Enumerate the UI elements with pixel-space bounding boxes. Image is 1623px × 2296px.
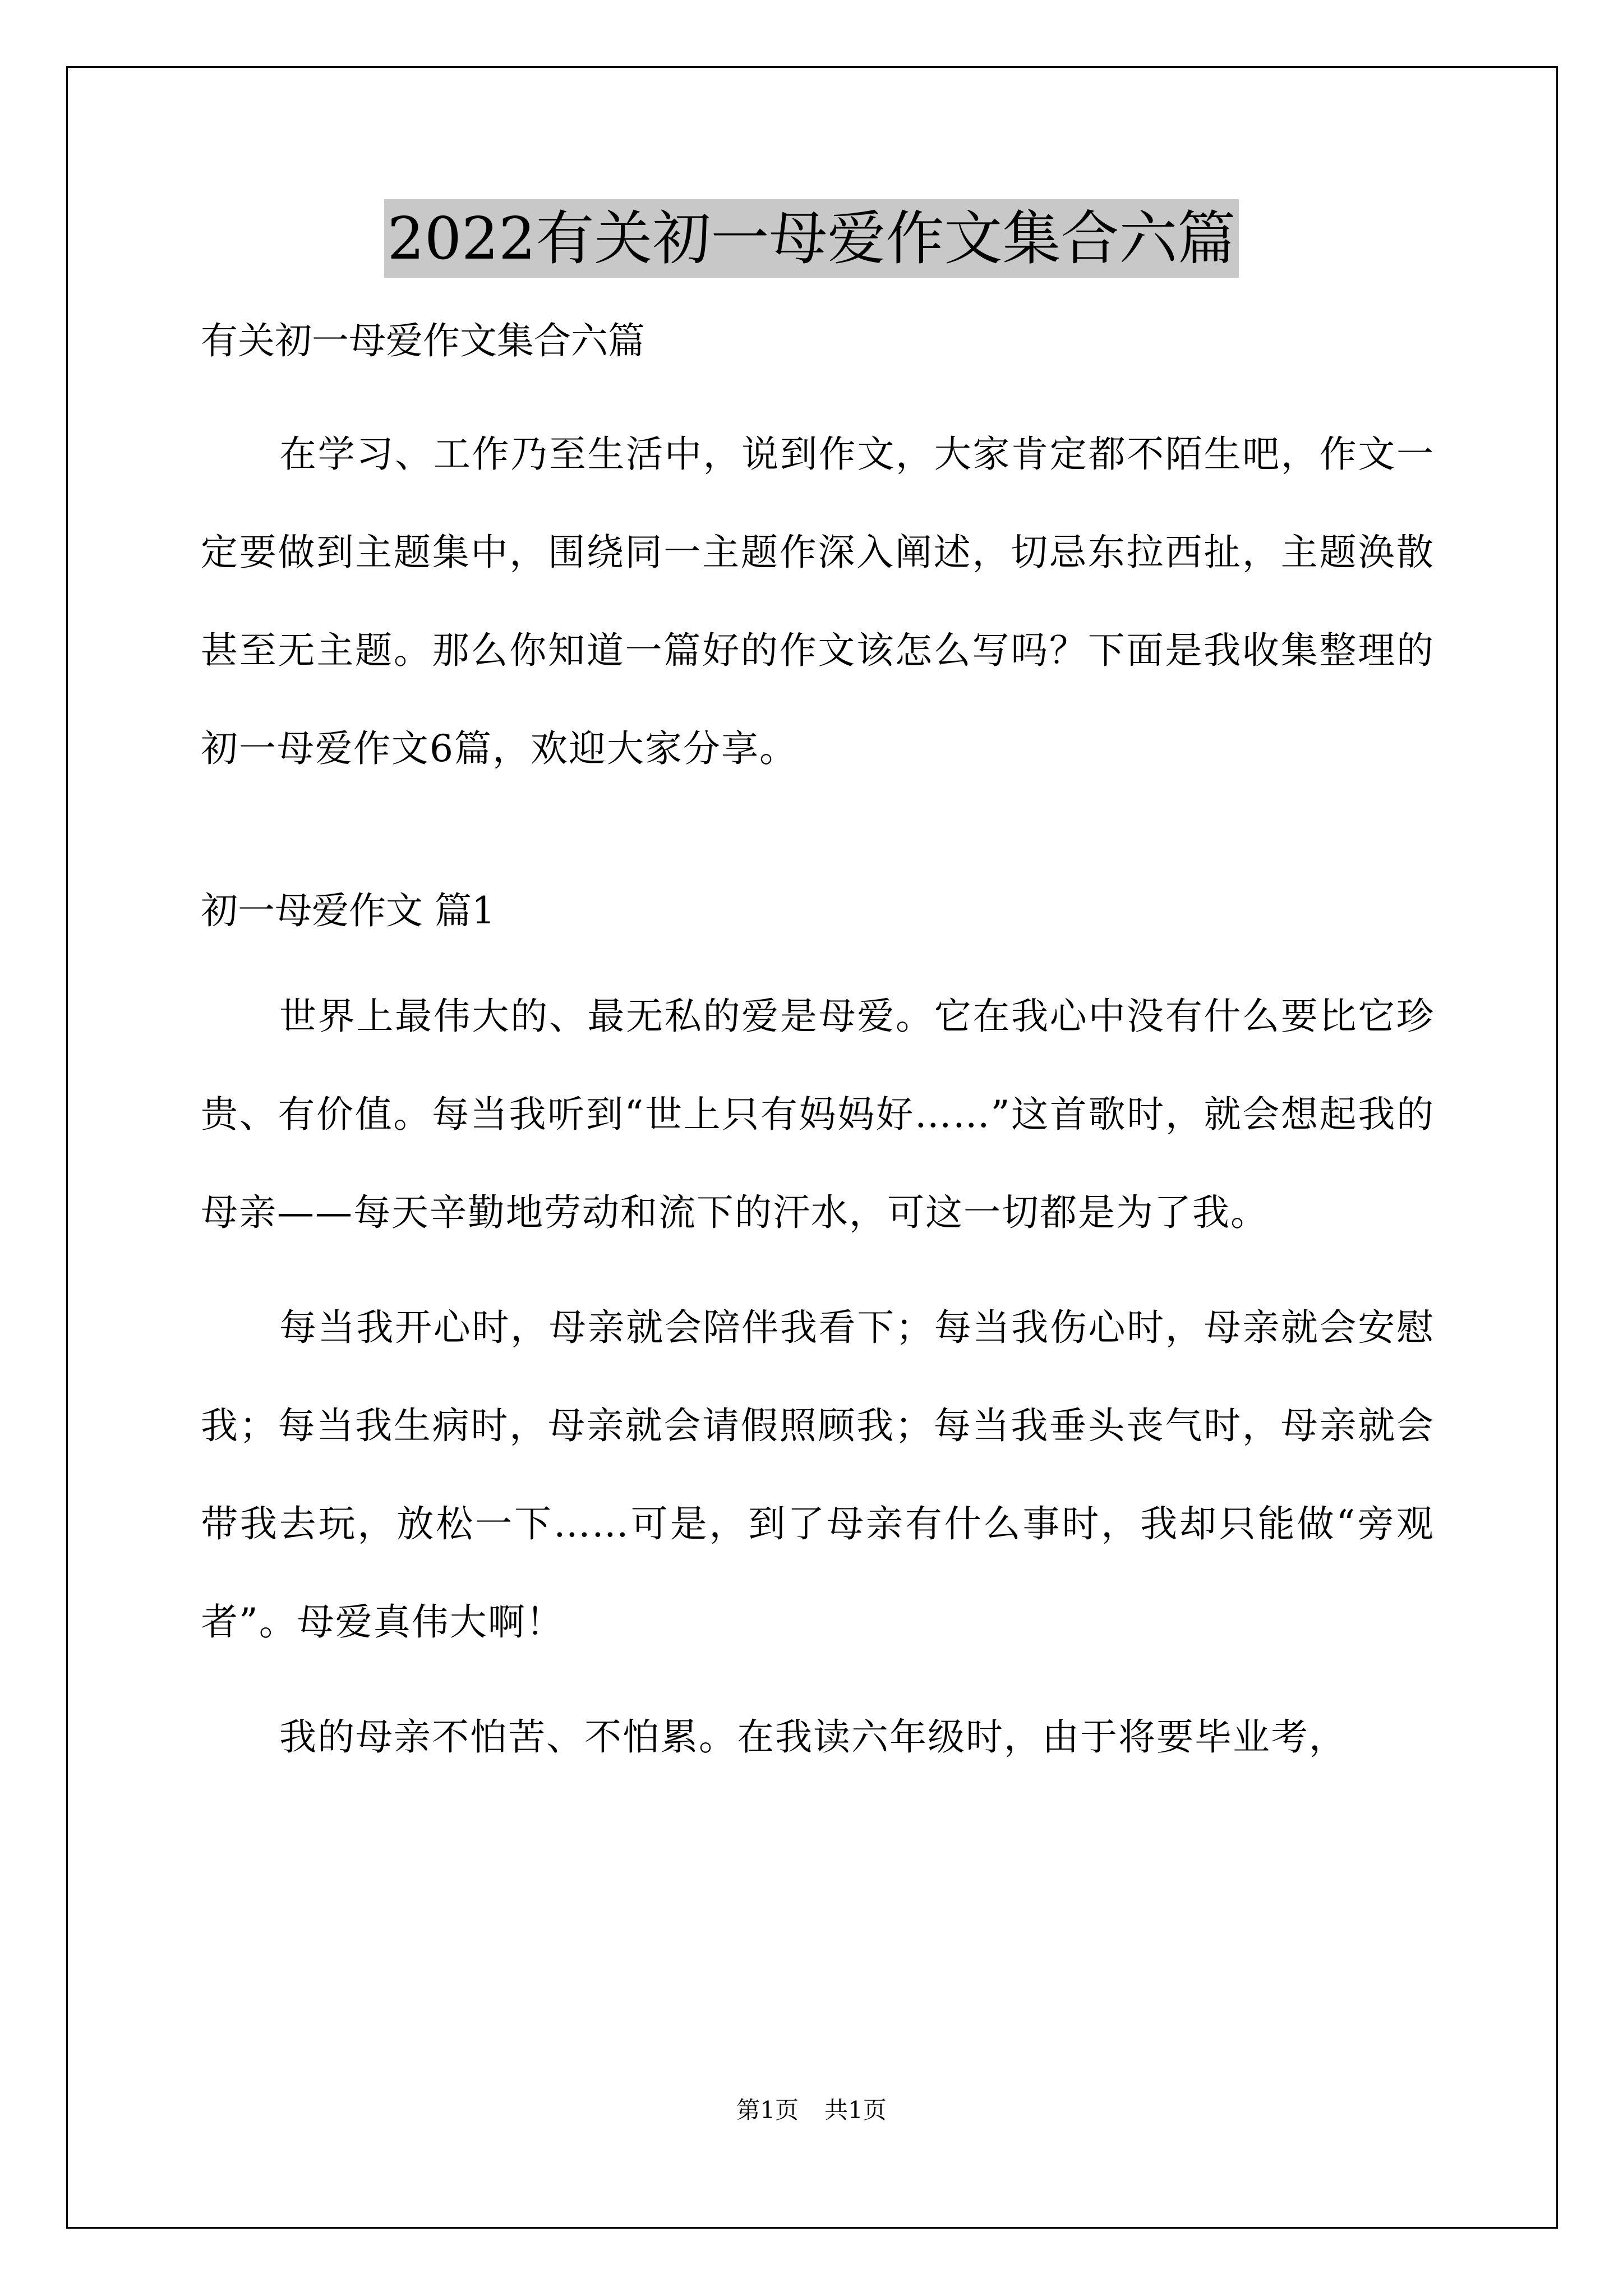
page-number: 第1页	[736, 2096, 799, 2124]
spacer	[201, 798, 1435, 877]
document-title: 2022有关初一母爱作文集合六篇	[384, 199, 1239, 278]
page-footer	[0, 2093, 1623, 2127]
body-paragraph: 每当我开心时，母亲就会陪伴我看下；每当我伤心时，母亲就会安慰我；每当我生病时，母亲就会请假照顾我；每当我垂头丧气时，母亲就会带我去玩，放松一下……可是，到了母亲有什么事时，我却只能做“旁观者”。母爱真伟大啊！	[201, 1306, 1435, 1644]
spacer	[201, 1262, 1435, 1278]
section-heading: 初一母爱作文 篇1	[201, 889, 495, 932]
body-paragraph: 世界上最伟大的、最无私的爱是母爱。它在我心中没有什么要比它珍贵、有价值。每当我听到“世上只有妈妈好……”这首歌时，就会想起我的母亲——每天辛勤地劳动和流下的汗水，可这一切都是为了我。	[201, 995, 1435, 1234]
document-subtitle: 有关初一母爱作文集合六篇	[201, 319, 645, 362]
title-container	[0, 199, 1623, 278]
spacer	[201, 1671, 1435, 1688]
document-body	[201, 307, 1435, 1786]
page-total: 共1页	[824, 2096, 887, 2124]
body-paragraph: 我的母亲不怕苦、不怕累。在我读六年级时，由于将要毕业考，	[279, 1715, 1347, 1759]
intro-paragraph: 在学习、工作乃至生活中，说到作文，大家肯定都不陌生吧，作文一定要做到主题集中，围绕同一主题作深入阐述，切忌东拉西扯，主题涣散甚至无主题。那么你知道一篇好的作文该怎么写吗？下面是我收集整理的初一母爱作文6篇，欢迎大家分享。	[201, 432, 1435, 770]
